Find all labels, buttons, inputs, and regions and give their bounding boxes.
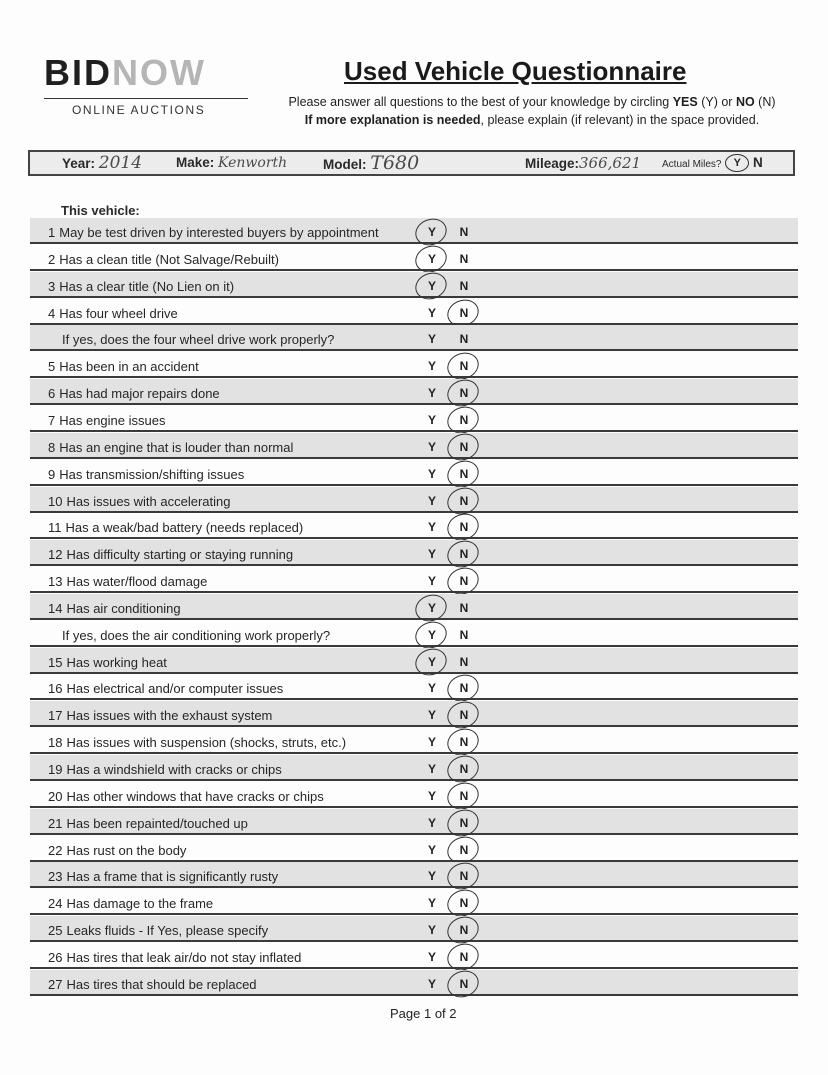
- actual-miles-yes-option[interactable]: Y: [725, 154, 749, 172]
- instr-no: NO: [735, 95, 755, 109]
- question-label: Has a windshield with cracks or chips: [66, 762, 282, 777]
- answer-yes-option[interactable]: Y: [427, 949, 436, 964]
- question-row: [30, 674, 798, 700]
- make-field[interactable]: [176, 152, 287, 174]
- answer-no-option[interactable]: N: [457, 306, 471, 320]
- answer-yes-option[interactable]: Y: [427, 735, 436, 750]
- question-row: [30, 970, 798, 996]
- question-row: [30, 782, 798, 808]
- section-label: This vehicle:: [61, 203, 140, 218]
- answer-no-option[interactable]: N: [457, 977, 471, 991]
- question-row: [30, 916, 798, 942]
- question-row: [30, 218, 798, 244]
- year-label: Year:: [62, 156, 96, 171]
- question-label: Has rust on the body: [66, 842, 187, 858]
- question-number: 25: [48, 923, 63, 939]
- answer-no-option[interactable]: N: [457, 708, 471, 722]
- question-row: [30, 809, 798, 835]
- model-field[interactable]: [323, 152, 419, 176]
- answer-no-option[interactable]: N: [457, 896, 471, 910]
- answer-no-option[interactable]: N: [457, 816, 471, 830]
- answer-yes-option[interactable]: Y: [427, 762, 436, 776]
- question-label: Has an engine that is louder than normal: [59, 439, 294, 455]
- answer-yes-option[interactable]: Y: [427, 466, 436, 481]
- question-row: [30, 621, 798, 647]
- answer-no-option[interactable]: N: [457, 735, 471, 749]
- answer-no-option[interactable]: N: [459, 600, 469, 615]
- question-label: Has electrical and/or computer issues: [66, 681, 284, 697]
- question-text: [48, 547, 293, 562]
- instr-text: (N): [754, 95, 776, 109]
- answer-no-option[interactable]: N: [457, 869, 471, 883]
- answer-no-option[interactable]: N: [457, 494, 471, 508]
- answer-no-option[interactable]: N: [459, 278, 469, 293]
- answer-no-option[interactable]: N: [459, 251, 469, 266]
- answer-yes-option[interactable]: Y: [427, 708, 436, 723]
- actual-miles-label: Actual Miles?: [662, 159, 722, 170]
- answer-yes-option[interactable]: Y: [427, 412, 436, 427]
- answer-yes-option[interactable]: Y: [427, 681, 436, 696]
- question-text: [48, 923, 268, 938]
- instr-text: , please explain (if relevant) in the space provided.: [480, 113, 760, 127]
- question-number: 23: [48, 869, 63, 885]
- question-row: [30, 460, 798, 486]
- question-number: 19: [48, 762, 63, 777]
- make-value: Kenworth: [218, 155, 288, 171]
- question-text: [48, 306, 178, 321]
- question-number: 27: [48, 976, 63, 992]
- question-text: [48, 440, 293, 455]
- question-number: 13: [48, 574, 63, 590]
- question-row: [30, 889, 798, 915]
- question-number: 24: [48, 896, 63, 912]
- question-text: [48, 279, 234, 294]
- question-text: [48, 386, 220, 401]
- question-row: [30, 406, 798, 432]
- question-text: [48, 708, 272, 723]
- question-row: [30, 487, 798, 513]
- question-label: Has issues with suspension (shocks, struts, etc.): [66, 735, 347, 751]
- answer-no-option[interactable]: N: [459, 332, 469, 347]
- question-text: [48, 762, 282, 777]
- instr-text: Please answer all questions to the best of your knowledge by circling: [288, 95, 673, 109]
- answer-yes-option[interactable]: Y: [427, 923, 436, 938]
- question-number: 15: [48, 654, 63, 670]
- answer-no-option[interactable]: N: [459, 654, 469, 669]
- question-text: [48, 494, 231, 509]
- logo-subtitle: ONLINE AUCTIONS: [72, 103, 206, 117]
- question-label: May be test driven by interested buyers by appointment: [59, 225, 379, 240]
- question-number: 21: [48, 815, 63, 831]
- question-label: Has water/flood damage: [66, 574, 208, 590]
- question-text: [48, 950, 301, 965]
- question-label: Has tires that leak air/do not stay inflated: [66, 949, 302, 965]
- question-number: 3: [48, 278, 56, 294]
- question-row: [30, 648, 798, 674]
- instructions-line-2: [262, 111, 802, 129]
- answer-no-option[interactable]: N: [457, 789, 471, 803]
- answer-no-option[interactable]: N: [457, 520, 471, 534]
- answer-yes-option[interactable]: Y: [425, 252, 439, 266]
- answer-yes-option[interactable]: Y: [425, 225, 439, 239]
- answer-yes-option[interactable]: Y: [425, 655, 439, 669]
- answer-yes-option[interactable]: Y: [427, 493, 436, 508]
- question-row: [30, 379, 798, 405]
- question-number: 11: [48, 520, 62, 536]
- question-number: 17: [48, 708, 63, 724]
- answer-no-option[interactable]: N: [459, 627, 469, 642]
- question-label: Has issues with accelerating: [66, 493, 231, 509]
- question-label: Has been repainted/touched up: [66, 815, 248, 831]
- model-label: Model:: [323, 157, 367, 172]
- question-number: 4: [48, 305, 56, 321]
- question-label: Has a frame that is significantly rusty: [66, 869, 279, 885]
- answer-yes-option[interactable]: Y: [425, 279, 439, 293]
- instr-yes: YES: [672, 95, 698, 109]
- instr-text: (Y) or: [697, 95, 736, 109]
- answer-yes-option[interactable]: Y: [427, 439, 436, 454]
- question-row: [30, 325, 798, 351]
- instructions: [262, 93, 802, 129]
- instr-bold: If more explanation is needed: [304, 113, 481, 127]
- mileage-field[interactable]: [525, 152, 641, 175]
- question-text: [48, 896, 213, 911]
- answer-no-option[interactable]: N: [457, 386, 471, 400]
- answer-no-option[interactable]: N: [457, 467, 471, 481]
- question-row: [30, 272, 798, 298]
- page-title: Used Vehicle Questionnaire: [344, 56, 687, 86]
- question-text: [48, 655, 167, 670]
- question-number: 26: [48, 949, 63, 965]
- answer-no-option[interactable]: N: [457, 440, 471, 454]
- answer-yes-option[interactable]: Y: [427, 332, 436, 347]
- answer-no-option[interactable]: N: [457, 574, 471, 588]
- answer-yes-option[interactable]: Y: [425, 628, 439, 642]
- make-label: Make:: [176, 155, 215, 170]
- question-text: [48, 359, 199, 374]
- question-number: 2: [48, 251, 56, 267]
- question-label: Has had major repairs done: [59, 386, 220, 402]
- answer-yes-option[interactable]: Y: [427, 896, 436, 911]
- question-row: [30, 836, 798, 862]
- answer-no-option[interactable]: N: [459, 225, 469, 239]
- question-number: 20: [48, 788, 63, 804]
- question-text: [48, 520, 303, 535]
- question-label: Has other windows that have cracks or chips: [66, 788, 324, 804]
- question-text: [48, 601, 181, 616]
- question-row: [30, 862, 798, 888]
- question-text: [48, 681, 283, 696]
- question-text: [48, 252, 279, 267]
- answer-no-option[interactable]: N: [457, 950, 471, 964]
- answer-no-option[interactable]: N: [457, 843, 471, 857]
- question-number: 5: [48, 359, 56, 375]
- bidnow-logo: [44, 54, 248, 117]
- mileage-value: 366,621: [579, 154, 642, 172]
- question-number: 12: [48, 547, 63, 563]
- question-row: [30, 943, 798, 969]
- question-label: Has working heat: [66, 654, 167, 670]
- question-label: Has transmission/shifting issues: [59, 466, 245, 482]
- question-text: [48, 413, 165, 428]
- question-label: Has engine issues: [59, 412, 166, 428]
- question-row: [30, 755, 798, 781]
- logo-divider: [44, 98, 248, 99]
- question-number: 16: [48, 681, 63, 697]
- answer-yes-option[interactable]: Y: [427, 547, 436, 562]
- question-number: 6: [48, 386, 56, 402]
- answer-no-option[interactable]: N: [457, 681, 471, 695]
- answer-yes-option[interactable]: Y: [425, 601, 439, 615]
- answer-yes-option[interactable]: Y: [427, 788, 436, 803]
- question-number: 9: [48, 466, 56, 482]
- vehicle-info-box: [28, 150, 795, 176]
- logo-word-dark: BID: [44, 52, 112, 93]
- question-text: [62, 628, 330, 643]
- question-number: 10: [48, 493, 63, 509]
- question-label: Has issues with the exhaust system: [66, 708, 273, 724]
- answer-yes-option[interactable]: Y: [427, 815, 436, 830]
- answer-no-option[interactable]: N: [457, 762, 471, 776]
- question-row: [30, 728, 798, 754]
- logo-wordmark: [44, 54, 248, 92]
- question-row: [30, 245, 798, 271]
- question-row: [30, 594, 798, 620]
- year-field[interactable]: [62, 152, 142, 175]
- instructions-line-1: [262, 93, 802, 111]
- question-number: 8: [48, 439, 56, 455]
- question-label: Has tires that should be replaced: [66, 976, 257, 992]
- question-label: Has a clear title (No Lien on it): [59, 278, 235, 294]
- answer-no-option[interactable]: N: [457, 547, 471, 561]
- model-value: T680: [370, 152, 420, 174]
- answer-yes-option[interactable]: Y: [427, 386, 436, 401]
- answer-yes-option[interactable]: Y: [427, 842, 436, 857]
- answer-yes-option[interactable]: Y: [427, 976, 436, 991]
- actual-miles-field[interactable]: [662, 152, 763, 176]
- question-number: 22: [48, 842, 63, 858]
- answer-yes-option[interactable]: Y: [427, 574, 436, 589]
- question-number: 14: [48, 600, 63, 616]
- answer-no-option[interactable]: N: [457, 359, 471, 373]
- answer-no-option[interactable]: N: [457, 413, 471, 427]
- question-text: [48, 789, 324, 804]
- question-label: Has difficulty starting or staying running: [66, 547, 294, 563]
- answer-no-option[interactable]: N: [457, 923, 471, 937]
- question-text: [48, 977, 257, 992]
- question-row: [30, 540, 798, 566]
- answer-yes-option[interactable]: Y: [427, 869, 436, 884]
- question-text: [48, 869, 278, 884]
- question-label: Has a weak/bad battery (needs replaced): [65, 520, 304, 536]
- question-text: [48, 735, 346, 750]
- logo-word-light: NOW: [112, 52, 206, 93]
- question-label: Has been in an accident: [59, 359, 199, 375]
- question-text: [62, 332, 334, 347]
- question-text: [48, 574, 207, 589]
- question-text: [48, 816, 248, 831]
- question-label: Leaks fluids - If Yes, please specify: [66, 923, 269, 939]
- mileage-label: Mileage:: [525, 156, 580, 171]
- question-label: If yes, does the air conditioning work properly?: [62, 627, 331, 643]
- question-number: 1: [48, 225, 56, 240]
- question-text: [48, 843, 186, 858]
- question-label: Has damage to the frame: [66, 896, 214, 912]
- question-number: 7: [48, 412, 56, 428]
- answer-yes-option[interactable]: Y: [427, 305, 436, 320]
- question-row: [30, 352, 798, 378]
- question-row: [30, 299, 798, 325]
- question-label: Has four wheel drive: [59, 305, 178, 321]
- question-label: If yes, does the four wheel drive work properly?: [62, 332, 335, 348]
- year-value: 2014: [98, 153, 143, 173]
- question-row: [30, 567, 798, 593]
- actual-miles-no-option[interactable]: N: [753, 155, 763, 170]
- question-text: [48, 225, 379, 240]
- question-row: [30, 433, 798, 459]
- page-number: Page 1 of 2: [390, 1006, 457, 1021]
- answer-yes-option[interactable]: Y: [427, 359, 436, 374]
- question-label: Has a clean title (Not Salvage/Rebuilt): [59, 251, 279, 267]
- question-row: [30, 701, 798, 727]
- answer-yes-option[interactable]: Y: [427, 520, 436, 535]
- question-label: Has air conditioning: [66, 600, 181, 616]
- question-row: [30, 513, 798, 539]
- question-number: 18: [48, 735, 63, 751]
- question-text: [48, 467, 244, 482]
